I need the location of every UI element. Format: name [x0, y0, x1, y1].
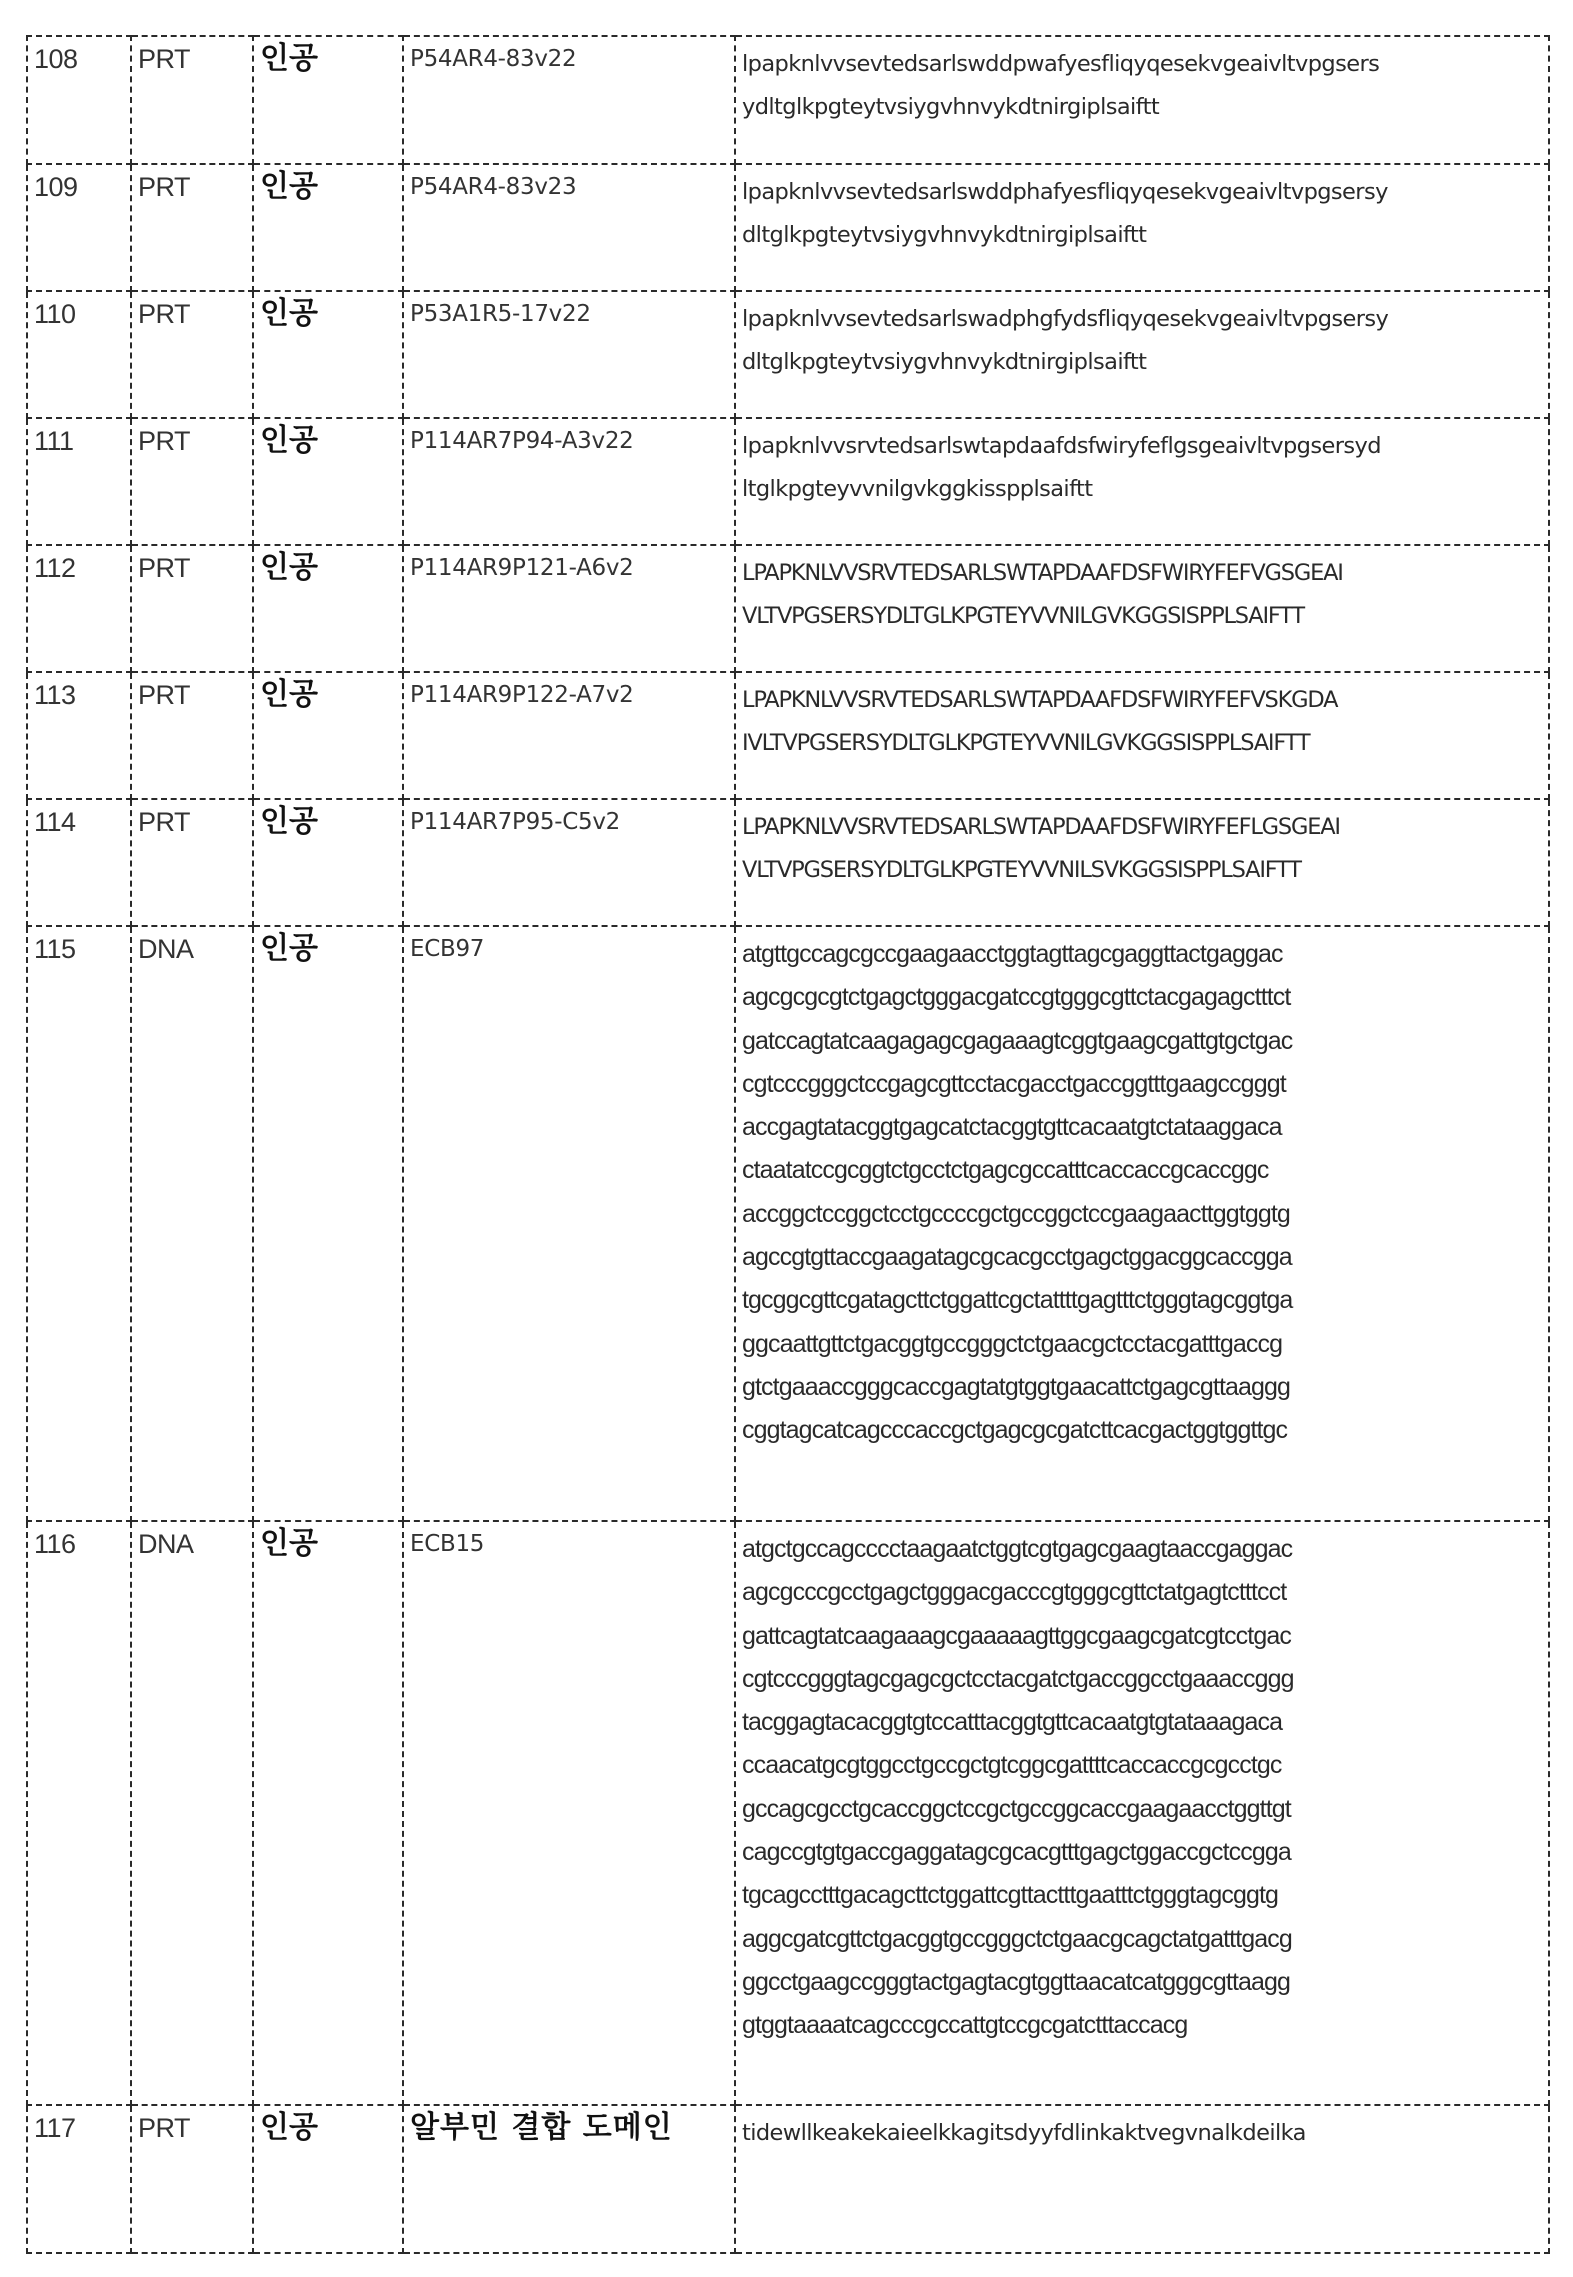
- name-cell: [403, 799, 735, 926]
- sequence-cell: [735, 2105, 1549, 2253]
- sequence-line: VLTVPGSERSYDLTGLKPGTEYVVNILGVKGGSISPPLSAIFTT: [742, 603, 1304, 629]
- seq-id-cell: [27, 418, 131, 545]
- table-row: [27, 291, 1549, 418]
- seq-id: 108: [34, 44, 78, 74]
- organism: 인공: [260, 677, 318, 712]
- type-cell: [131, 926, 253, 1521]
- sequence-line: accggctccggctcctgccccgctgccggctccgaagaacttggtggtg: [742, 1199, 1290, 1228]
- sequence-text: [742, 2112, 1542, 2155]
- seq-id: 111: [34, 426, 74, 456]
- sequence-line: tgcagcctttgacagcttctggattcgttactttgaatttctgggtagcggtg: [742, 1881, 1279, 1910]
- organism-cell: [253, 926, 403, 1521]
- sequence-line: atgctgccagcccctaagaatctggtcgtgagcgaagtaaccgaggac: [742, 1535, 1293, 1563]
- sequence-name: 알부민 결합 도메인: [410, 2110, 673, 2145]
- organism-cell: [253, 545, 403, 672]
- seq-id-cell: [27, 291, 131, 418]
- sequence-line: gccagcgcctgcaccggctccgctgccggcaccgaagaacctggttgt: [742, 1794, 1291, 1823]
- sequence-name: P54AR4-83v22: [410, 46, 577, 72]
- sequence-name: ECB97: [410, 936, 485, 962]
- organism: 인공: [260, 296, 318, 331]
- type-cell: [131, 672, 253, 799]
- sequence-text: [742, 933, 1542, 1453]
- sequence-text: [742, 171, 1542, 257]
- sequence-text: [742, 806, 1542, 892]
- sequence-line: lpapknlvvsevtedsarlswddphafyesfliqyqesekvgeaivltvpgsersy: [742, 179, 1388, 205]
- sequence-line: agcgcgcgtctgagctgggacgatccgtgggcgttctacgagagctttct: [742, 983, 1291, 1012]
- sequence-line: LPAPKNLVVSRVTEDSARLSWTAPDAAFDSFWIRYFEFVSKGDA: [742, 687, 1338, 713]
- name-cell: [403, 36, 735, 164]
- table-body: [27, 36, 1549, 2253]
- type-cell: [131, 1521, 253, 2105]
- sequence-line: dltglkpgteytvsiygvhnvykdtnirgiplsaiftt: [742, 222, 1147, 248]
- table-row: [27, 164, 1549, 291]
- table-row: [27, 36, 1549, 164]
- seq-id-cell: [27, 36, 131, 164]
- molecule-type: PRT: [138, 299, 191, 329]
- type-cell: [131, 291, 253, 418]
- sequence-line: LPAPKNLVVSRVTEDSARLSWTAPDAAFDSFWIRYFEFLGSGEAI: [742, 814, 1340, 840]
- table-row: [27, 418, 1549, 545]
- seq-id-cell: [27, 545, 131, 672]
- organism-cell: [253, 164, 403, 291]
- organism: 인공: [260, 169, 318, 204]
- molecule-type: PRT: [138, 553, 191, 583]
- organism: 인공: [260, 931, 318, 966]
- sequence-line: cgtcccgggtagcgagcgctcctacgatctgaccggcctgaaaccggg: [742, 1664, 1294, 1693]
- sequence-name: P53A1R5-17v22: [410, 301, 591, 327]
- sequence-line: lpapknlvvsevtedsarlswadphgfydsfliqyqesekvgeaivltvpgsersy: [742, 306, 1389, 332]
- sequence-line: lpapknlvvsrvtedsarlswtapdaafdsfwiryfeflgsgeaivltvpgsersyd: [742, 433, 1381, 459]
- sequence-line: tidewllkeakekaieelkkagitsdyyfdlinkaktvegvnalkdeilka: [742, 2120, 1306, 2146]
- sequence-cell: [735, 799, 1549, 926]
- sequence-line: VLTVPGSERSYDLTGLKPGTEYVVNILSVKGGSISPPLSAIFTT: [742, 857, 1301, 883]
- sequence-line: ccaacatgcgtggcctgccgctgtcggcgattttcaccaccgcgcctgc: [742, 1751, 1282, 1780]
- sequence-line: gtggtaaaatcagcccgccattgtccgcgatctttaccacg: [742, 2011, 1188, 2040]
- sequence-name: P114AR9P121-A6v2: [410, 555, 634, 581]
- sequence-cell: [735, 1521, 1549, 2105]
- sequence-line: IVLTVPGSERSYDLTGLKPGTEYVVNILGVKGGSISPPLSAIFTT: [742, 730, 1310, 756]
- organism: 인공: [260, 41, 318, 76]
- sequence-name: ECB15: [410, 1531, 485, 1557]
- seq-id-cell: [27, 799, 131, 926]
- molecule-type: PRT: [138, 680, 191, 710]
- sequence-line: cgtcccgggctccgagcgttcctacgacctgaccggtttgaagccgggt: [742, 1069, 1286, 1098]
- organism: 인공: [260, 2110, 318, 2145]
- seq-id-cell: [27, 672, 131, 799]
- molecule-type: PRT: [138, 807, 191, 837]
- type-cell: [131, 36, 253, 164]
- organism: 인공: [260, 1526, 318, 1561]
- seq-id-cell: [27, 1521, 131, 2105]
- seq-id: 117: [34, 2113, 76, 2143]
- seq-id: 115: [34, 934, 76, 964]
- sequence-text: [742, 552, 1542, 638]
- name-cell: [403, 2105, 735, 2253]
- molecule-type: PRT: [138, 44, 191, 74]
- type-cell: [131, 2105, 253, 2253]
- sequence-line: agccgtgttaccgaagatagcgcacgcctgagctggacggcaccgga: [742, 1243, 1292, 1272]
- sequence-line: ltglkpgteyvvnilgvkggkisspplsaiftt: [742, 476, 1093, 502]
- sequence-text: [742, 425, 1542, 511]
- sequence-line: gattcagtatcaagaaagcgaaaaagttggcgaagcgatcgtcctgac: [742, 1621, 1291, 1650]
- organism-cell: [253, 36, 403, 164]
- organism-cell: [253, 2105, 403, 2253]
- name-cell: [403, 164, 735, 291]
- sequence-line: dltglkpgteytvsiygvhnvykdtnirgiplsaiftt: [742, 349, 1147, 375]
- sequence-line: tacggagtacacggtgtccatttacggtgttcacaatgtgtataaagaca: [742, 1708, 1283, 1737]
- sequence-cell: [735, 418, 1549, 545]
- sequence-line: lpapknlvvsevtedsarlswddpwafyesfliqyqesekvgeaivltvpgsers: [742, 51, 1380, 77]
- organism: 인공: [260, 804, 318, 839]
- sequence-name: P114AR7P94-A3v22: [410, 428, 634, 454]
- sequence-line: gtctgaaaccgggcaccgagtatgtggtgaacattctgagcgttaaggg: [742, 1372, 1291, 1401]
- table-row: [27, 1521, 1549, 2105]
- seq-id: 116: [34, 1529, 76, 1559]
- name-cell: [403, 545, 735, 672]
- sequence-line: aggcgatcgttctgacggtgccgggctctgaacgcagctatgatttgacg: [742, 1924, 1292, 1953]
- molecule-type: DNA: [138, 1529, 194, 1559]
- sequence-name: P114AR7P95-C5v2: [410, 809, 620, 835]
- seq-id: 109: [34, 172, 78, 202]
- sequence-line: atgttgccagcgccgaagaacctggtagttagcgaggttactgaggac: [742, 940, 1283, 968]
- organism-cell: [253, 418, 403, 545]
- table-row: [27, 672, 1549, 799]
- seq-id: 114: [34, 807, 76, 837]
- sequence-listing-table: [26, 35, 1550, 2254]
- sequence-line: agcgcccgcctgagctgggacgacccgtgggcgttctatgagtctttcct: [742, 1578, 1287, 1607]
- organism-cell: [253, 1521, 403, 2105]
- type-cell: [131, 164, 253, 291]
- organism-cell: [253, 672, 403, 799]
- molecule-type: PRT: [138, 2113, 191, 2143]
- seq-id-cell: [27, 164, 131, 291]
- name-cell: [403, 1521, 735, 2105]
- table-row: [27, 545, 1549, 672]
- sequence-name: P54AR4-83v23: [410, 174, 577, 200]
- sequence-line: LPAPKNLVVSRVTEDSARLSWTAPDAAFDSFWIRYFEFVGSGEAI: [742, 560, 1343, 586]
- sequence-line: cggtagcatcagcccaccgctgagcgcgatcttcacgactggtggttgc: [742, 1416, 1288, 1445]
- name-cell: [403, 418, 735, 545]
- name-cell: [403, 926, 735, 1521]
- sequence-cell: [735, 545, 1549, 672]
- sequence-text: [742, 43, 1542, 129]
- sequence-line: cagccgtgtgaccgaggatagcgcacgtttgagctggaccgctccgga: [742, 1838, 1291, 1867]
- molecule-type: PRT: [138, 426, 191, 456]
- name-cell: [403, 291, 735, 418]
- sequence-line: accgagtatacggtgagcatctacggtgttcacaatgtctataaggaca: [742, 1113, 1282, 1142]
- sequence-line: ctaatatccgcggtctgcctctgagcgccatttcaccaccgcaccggc: [742, 1156, 1269, 1185]
- table-row: [27, 926, 1549, 1521]
- type-cell: [131, 418, 253, 545]
- sequence-cell: [735, 926, 1549, 1521]
- seq-id-cell: [27, 926, 131, 1521]
- sequence-text: [742, 679, 1542, 765]
- sequence-cell: [735, 672, 1549, 799]
- organism-cell: [253, 799, 403, 926]
- organism: 인공: [260, 550, 318, 585]
- sequence-name: P114AR9P122-A7v2: [410, 682, 634, 708]
- sequence-line: ydltglkpgteytvsiygvhnvykdtnirgiplsaiftt: [742, 94, 1160, 120]
- name-cell: [403, 672, 735, 799]
- seq-id-cell: [27, 2105, 131, 2253]
- molecule-type: PRT: [138, 172, 191, 202]
- sequence-cell: [735, 36, 1549, 164]
- sequence-cell: [735, 164, 1549, 291]
- type-cell: [131, 799, 253, 926]
- table-row: [27, 2105, 1549, 2253]
- seq-id: 110: [34, 299, 76, 329]
- molecule-type: DNA: [138, 934, 194, 964]
- sequence-line: ggcctgaagccgggtactgagtacgtggttaacatcatgggcgttaagg: [742, 1967, 1291, 1996]
- sequence-text: [742, 298, 1542, 384]
- sequence-line: ggcaattgttctgacggtgccgggctctgaacgctcctacgatttgaccg: [742, 1329, 1283, 1358]
- type-cell: [131, 545, 253, 672]
- sequence-cell: [735, 291, 1549, 418]
- sequence-text: [742, 1528, 1542, 2048]
- seq-id: 113: [34, 680, 76, 710]
- sequence-line: gatccagtatcaagagagcgagaaagtcggtgaagcgattgtgctgac: [742, 1026, 1293, 1055]
- seq-id: 112: [34, 553, 76, 583]
- organism-cell: [253, 291, 403, 418]
- table-row: [27, 799, 1549, 926]
- sequence-line: tgcggcgttcgatagcttctggattcgctattttgagtttctgggtagcggtga: [742, 1286, 1293, 1315]
- organism: 인공: [260, 423, 318, 458]
